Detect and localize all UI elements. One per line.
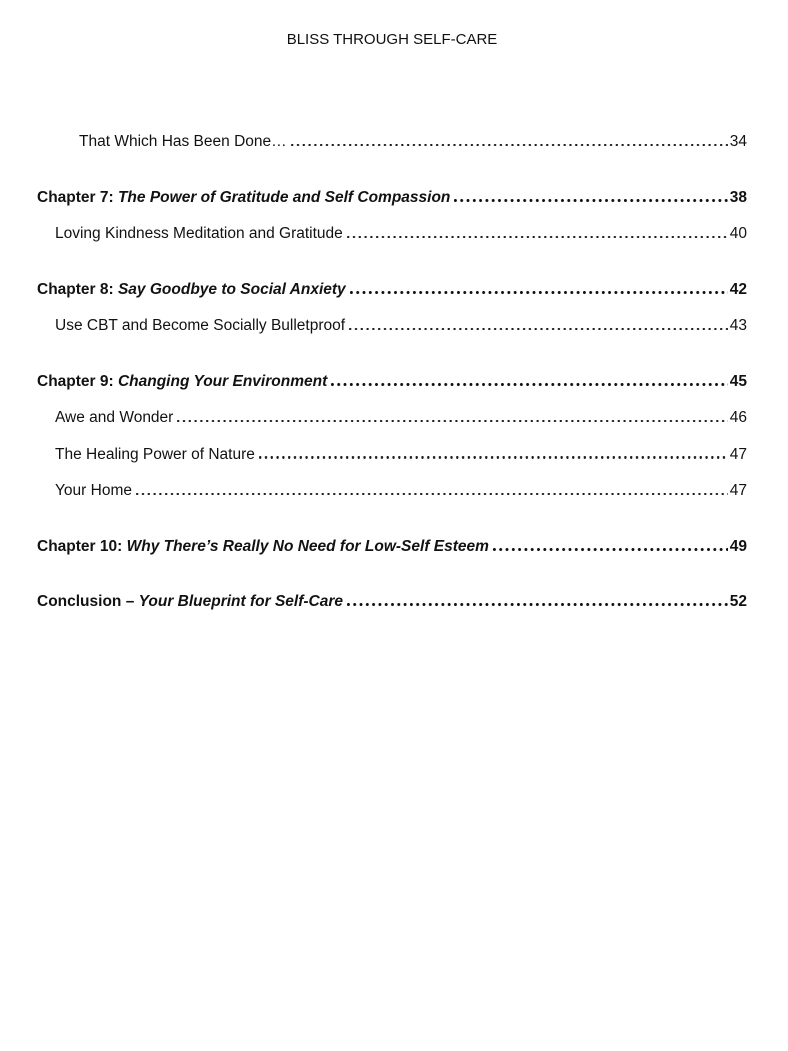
dot-leader — [136, 493, 728, 495]
toc-entry-title: The Power of Gratitude and Self Compassion — [117, 188, 451, 206]
toc-entry[interactable] — [37, 529, 747, 566]
toc-entry-title: Your Blueprint for Self-Care — [138, 593, 344, 610]
toc-entry-title: Say Goodbye to Social Anxiety — [117, 280, 346, 298]
toc-entry-page-number: 49 — [729, 537, 747, 555]
toc-entry-text: Loving Kindness Meditation and Gratitude — [55, 225, 343, 242]
dot-leader — [454, 199, 727, 202]
toc-entry[interactable] — [37, 437, 747, 474]
dot-leader — [493, 548, 728, 551]
toc-entry-page-number: 46 — [729, 409, 747, 426]
toc-entry-page-number: 47 — [729, 482, 747, 499]
toc-entry-text: Conclusion – — [37, 593, 139, 610]
dot-leader — [350, 291, 728, 294]
toc-entry-text: Awe and Wonder — [55, 409, 174, 426]
toc-entry-page-number: 52 — [729, 593, 747, 610]
toc-entry-text: Your Home — [55, 482, 132, 499]
toc-entry-text: That Which Has Been Done… — [79, 133, 287, 150]
toc-entry[interactable] — [37, 216, 747, 253]
toc-entry[interactable] — [37, 272, 747, 309]
toc-entry-text: Chapter 10: — [37, 537, 127, 555]
toc-entry-page-number: 42 — [729, 280, 747, 298]
toc-entry-text: Chapter 7: — [37, 188, 118, 206]
toc-entry[interactable] — [37, 180, 747, 217]
document-header-title: BLISS THROUGH SELF-CARE — [286, 31, 498, 48]
toc-entry-page-number: 40 — [729, 225, 747, 242]
dot-leader — [177, 420, 727, 422]
toc-entry-page-number: 45 — [729, 372, 747, 390]
toc-entry[interactable] — [37, 364, 747, 401]
toc-entry-page-number: 34 — [729, 133, 747, 150]
dot-leader — [331, 383, 728, 386]
table-of-contents — [37, 124, 747, 621]
toc-entry[interactable] — [37, 400, 747, 437]
dot-leader — [347, 236, 728, 238]
toc-entry-title: Changing Your Environment — [117, 372, 328, 390]
toc-entry-page-number: 43 — [729, 317, 747, 334]
dot-leader — [291, 144, 728, 146]
toc-entry[interactable] — [37, 124, 747, 161]
toc-entry-title: Why There’s Really No Need for Low-Self Esteem — [126, 537, 489, 555]
toc-entry-text: Chapter 9: — [37, 372, 118, 390]
toc-entry-page-number: 47 — [729, 445, 747, 463]
toc-entry-page-number: 38 — [729, 188, 747, 206]
dot-leader — [347, 603, 728, 606]
toc-entry[interactable] — [37, 308, 747, 345]
toc-entry-text: The Healing Power of Nature — [55, 445, 255, 463]
dot-leader — [259, 456, 728, 458]
toc-entry-text: Use CBT and Become Socially Bulletproof — [55, 317, 346, 334]
dot-leader — [349, 328, 728, 330]
toc-entry[interactable] — [37, 584, 747, 621]
toc-entry-text: Chapter 8: — [37, 280, 118, 298]
toc-entry[interactable] — [37, 473, 747, 510]
